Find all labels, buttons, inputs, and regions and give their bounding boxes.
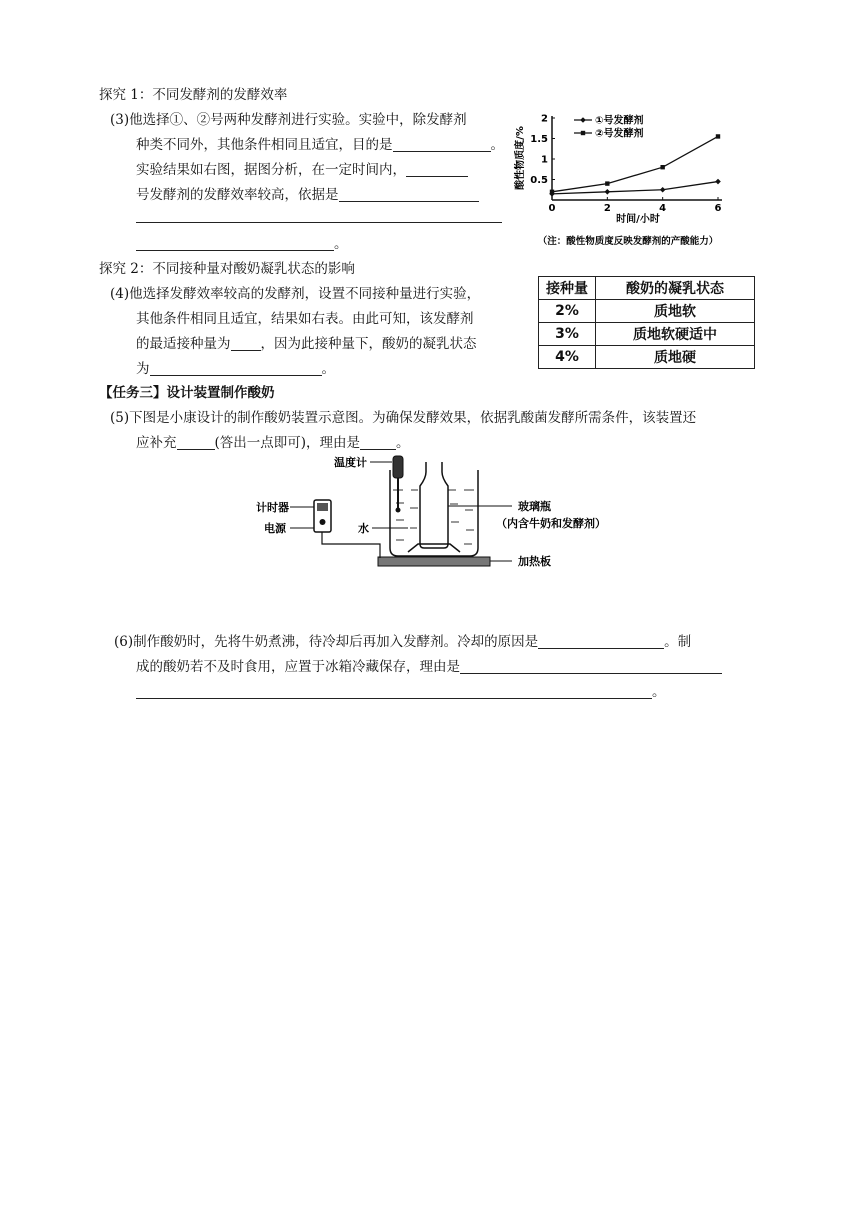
explore-1-heading: 探究 1：不同发酵剂的发酵效率 xyxy=(99,87,288,103)
legend-label-2: ②号发酵剂 xyxy=(595,128,644,140)
q3-answer-blank-number[interactable] xyxy=(406,162,468,177)
data-point xyxy=(550,190,554,194)
q3-line-4: 号发酵剂的发酵效率较高，依据是 xyxy=(136,183,479,203)
table-header-cell: 酸奶的凝乳状态 xyxy=(596,277,755,300)
fermentation-line-chart xyxy=(508,108,748,250)
y-tick-label: 1 xyxy=(541,154,548,166)
data-point xyxy=(660,165,664,169)
q4-answer-blank-amount[interactable] xyxy=(231,336,261,351)
q4-line-3: 的最适接种量为 ，因为此接种量下，酸奶的凝乳状态 xyxy=(136,336,477,352)
label-bottle-contents: （内含牛奶和发酵剂） xyxy=(496,517,606,530)
data-point xyxy=(605,189,611,195)
q6-line-1: (6)制作酸奶时，先将牛奶煮沸，待冷却后再加入发酵剂。冷却的原因是 。制 xyxy=(114,634,692,650)
q3-line-3: 实验结果如右图，据图分析，在一定时间内， xyxy=(136,158,468,178)
label-power: 电源 xyxy=(264,522,286,535)
x-tick-label: 0 xyxy=(548,203,556,214)
q3-line-5 xyxy=(136,208,502,224)
inoculum-table xyxy=(538,276,755,369)
chart-y-label: 酸性物质度/% xyxy=(515,126,526,190)
heating-plate xyxy=(378,557,490,566)
table-cell: 质地硬 xyxy=(596,346,755,369)
q3-line-2: 种类不同外，其他条件相同且适宜，目的是 。 xyxy=(136,137,504,153)
legend-label-1: ①号发酵剂 xyxy=(595,115,644,127)
q6-line-3: 。 xyxy=(136,680,666,700)
table-cell: 质地软硬适中 xyxy=(596,323,755,346)
x-tick-label: 6 xyxy=(714,203,722,214)
q6-answer-blank-reason[interactable] xyxy=(460,659,722,674)
chart-x-label: 时间/小时 xyxy=(616,214,660,225)
q3-line-6: 。 xyxy=(136,232,348,252)
table-cell: 2% xyxy=(539,300,596,323)
glass-bottle xyxy=(420,462,448,548)
explore-2-heading: 探究 2：不同接种量对酸奶凝乳状态的影响 xyxy=(99,261,355,277)
chart-note: （注：酸性物质度反映发酵剂的产酸能力） xyxy=(537,236,719,247)
q4-line-1: (4)他选择发酵效率较高的发酵剂，设置不同接种量进行实验， xyxy=(110,286,481,302)
table-header-row xyxy=(539,277,755,300)
thermometer-icon xyxy=(393,456,403,478)
data-point xyxy=(716,134,720,138)
q3-answer-blank-basis-end[interactable] xyxy=(136,236,334,251)
table-header-cell: 接种量 xyxy=(539,277,596,300)
q6-answer-blank-reason-cont[interactable] xyxy=(136,684,652,699)
data-point xyxy=(660,187,666,193)
label-water: 水 xyxy=(358,522,369,535)
q3-answer-blank-basis-cont[interactable] xyxy=(136,208,502,223)
data-point xyxy=(605,181,609,185)
y-tick-label: 2 xyxy=(541,113,548,125)
power-cord xyxy=(322,532,380,558)
q3-answer-blank-basis[interactable] xyxy=(339,187,479,202)
q4-line-4: 为 。 xyxy=(136,361,335,377)
task-3-heading: 【任务三】设计装置制作酸奶 xyxy=(99,385,275,401)
label-thermometer: 温度计 xyxy=(334,456,367,469)
x-tick-label: 2 xyxy=(603,203,611,214)
table-cell: 3% xyxy=(539,323,596,346)
table-row xyxy=(539,346,755,369)
q4-line-2: 其他条件相同且适宜，结果如右表。由此可知，该发酵剂 xyxy=(136,311,474,327)
label-timer: 计时器 xyxy=(256,501,289,514)
series-line-2 xyxy=(552,136,718,191)
y-tick-label: 0.5 xyxy=(530,175,548,186)
y-tick-label: 1.5 xyxy=(530,134,548,145)
q5-answer-blank-supplement[interactable] xyxy=(177,435,215,450)
yogurt-apparatus-diagram xyxy=(240,448,640,578)
q3-line-1: (3)他选择①、②号两种发酵剂进行实验。实验中，除发酵剂 xyxy=(110,112,467,128)
q3-answer-blank-purpose[interactable] xyxy=(393,137,491,152)
q4-answer-blank-state[interactable] xyxy=(150,361,322,376)
label-heating-plate: 加热板 xyxy=(518,555,551,568)
q5-line-1: (5)下图是小康设计的制作酸奶装置示意图。为确保发酵效果，依据乳酸菌发酵所需条件，该装置还 xyxy=(110,410,697,426)
table-row xyxy=(539,323,755,346)
q6-answer-blank-cooling[interactable] xyxy=(538,634,664,649)
label-glass-bottle: 玻璃瓶 xyxy=(518,500,551,513)
q5-line-2: 应补充 (答出一点即可)，理由是 。 xyxy=(136,435,410,451)
table-cell: 4% xyxy=(539,346,596,369)
data-point xyxy=(715,179,721,185)
table-cell: 质地软 xyxy=(596,300,755,323)
x-tick-label: 4 xyxy=(659,203,667,214)
q6-line-2: 成的酸奶若不及时食用，应置于冰箱冷藏保存，理由是 xyxy=(136,655,722,675)
table-row xyxy=(539,300,755,323)
